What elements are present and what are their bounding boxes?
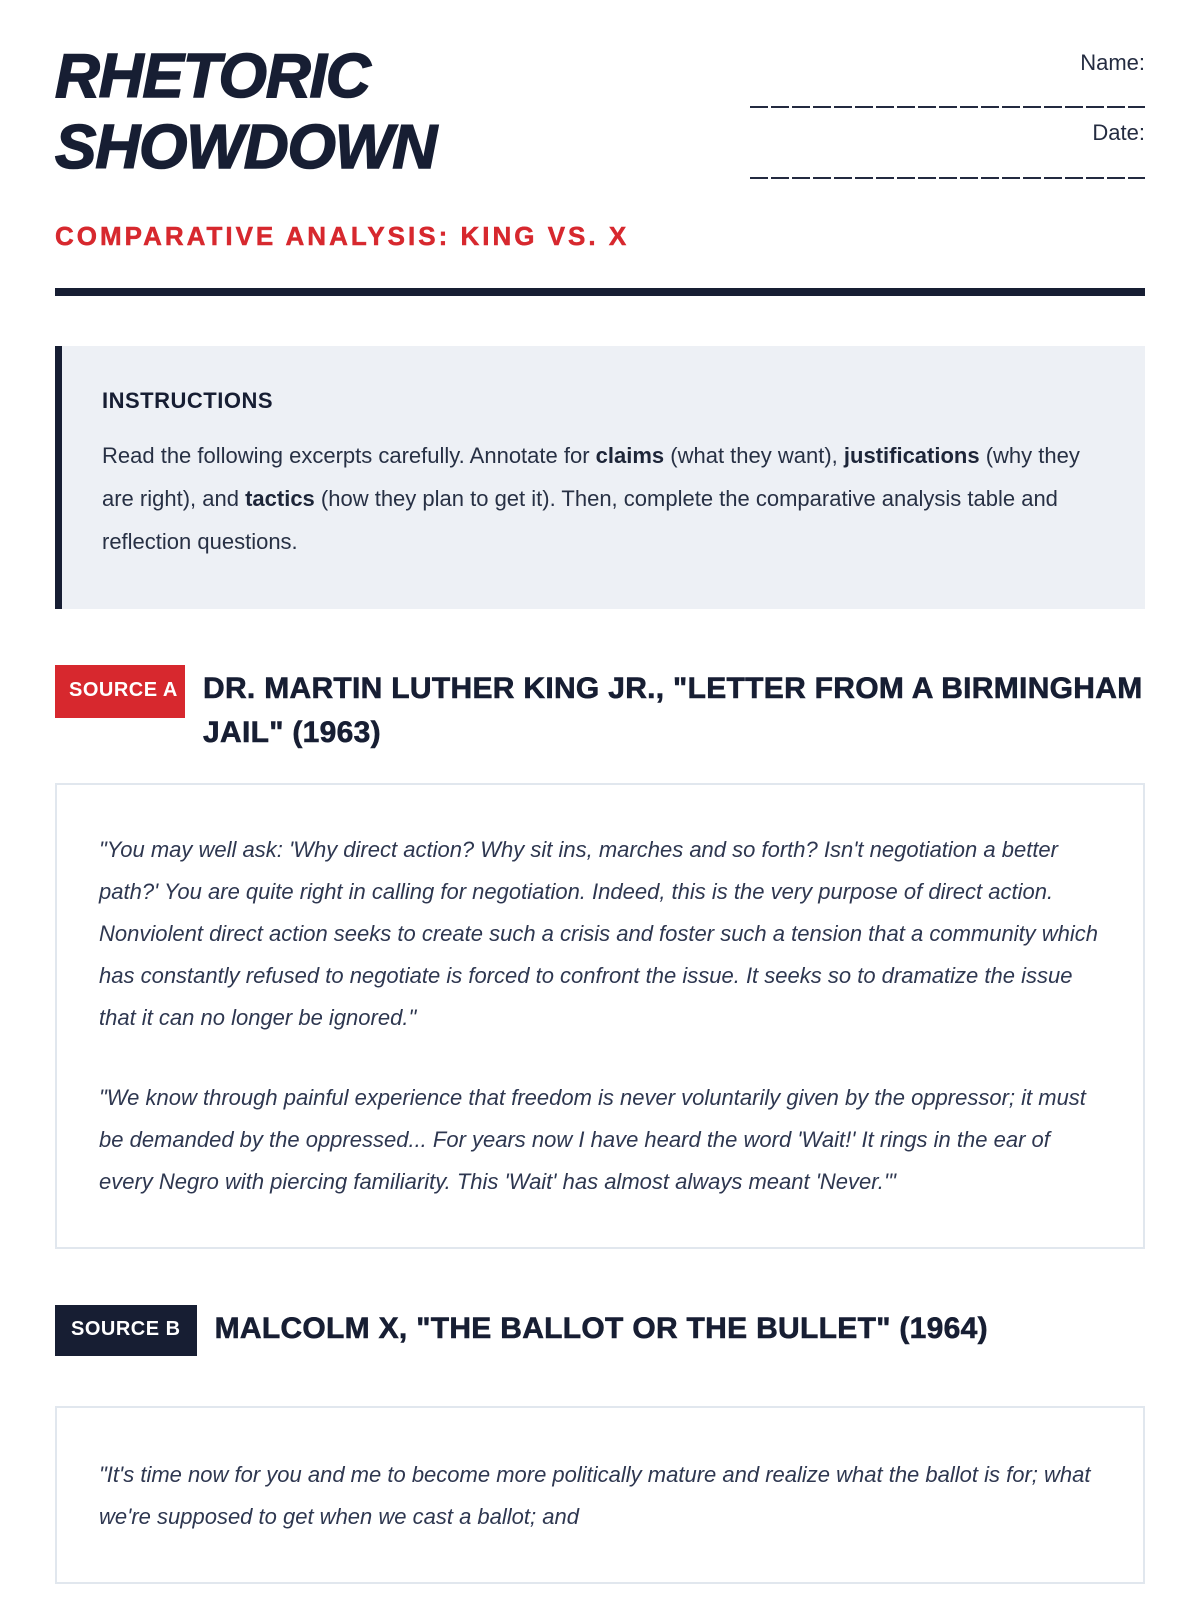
header — [55, 0, 1145, 191]
source-a-badge: SOURCE A — [55, 665, 185, 718]
instructions-box — [55, 346, 1145, 609]
name-fill-in-line[interactable] — [750, 106, 1145, 108]
page-subtitle: COMPARATIVE ANALYSIS: KING VS. X — [55, 220, 630, 251]
instructions-seg-1: Read the following excerpts carefully. Annotate for — [102, 442, 596, 468]
instructions-text — [102, 434, 1092, 563]
instructions-heading: INSTRUCTIONS — [102, 387, 273, 413]
source-b-quote-paragraph-1: "It's time now for you and me to become more politically mature and realize what the ballot is for; what we're supposed to get when we cast a ballot; and — [99, 1461, 1091, 1529]
source-b-title: MALCOLM X, "THE BALLOT OR THE BULLET" (1964) — [214, 1311, 988, 1345]
page-title-line-2: SHOWDOWN — [55, 112, 437, 182]
date-label: Date: — [1092, 120, 1145, 146]
source-a-quote-paragraph-1: "You may well ask: 'Why direct action? Why sit ins, marches and so forth? Isn't negotiation a better path?' You are quite right in calling for negotiation. Indeed, this is the very purpose of direct action. Nonviolent direct action seeks to create such a crisis and foster such a tension that a community which has constantly refused to negotiate is forced to confront the issue. It seeks so to dramatize the issue that it can no longer be ignored." — [99, 836, 1099, 1030]
instructions-keyword-tactics: tactics — [245, 485, 315, 511]
instructions-seg-5: (why they are right), and — [102, 442, 1080, 511]
title-block — [55, 42, 436, 183]
source-a-title: DR. MARTIN LUTHER KING JR., "LETTER FROM A BIRMINGHAM JAIL" (1963) — [203, 671, 1143, 749]
instructions-keyword-claims: claims — [595, 442, 665, 468]
source-b-header-row — [55, 1305, 1145, 1356]
name-date-block — [750, 50, 1145, 191]
name-label: Name: — [1080, 50, 1145, 75]
source-b-quote-box — [55, 1406, 1145, 1584]
date-fill-in-line[interactable] — [750, 177, 1145, 179]
instructions-seg-7: (how they plan to get it). Then, complete the comparative analysis table and reflection questions. — [102, 485, 1058, 554]
source-b-badge: SOURCE B — [55, 1305, 197, 1356]
instructions-seg-3: (what they want), — [664, 442, 844, 468]
source-a-quote-box — [55, 783, 1145, 1249]
source-a-quote-paragraph-2: "We know through painful experience that freedom is never voluntarily given by the oppressor; it must be demanded by the oppressed... For years now I have heard the word 'Wait!' It rings in the ear of every Negro with piercing familiarity. This 'Wait' has almost always meant 'Never.'" — [99, 1084, 1086, 1194]
header-divider — [55, 288, 1145, 296]
instructions-keyword-justifications: justifications — [843, 442, 980, 468]
page-title-line-1: RHETORIC — [55, 42, 370, 111]
source-a-header-row — [55, 665, 1145, 755]
